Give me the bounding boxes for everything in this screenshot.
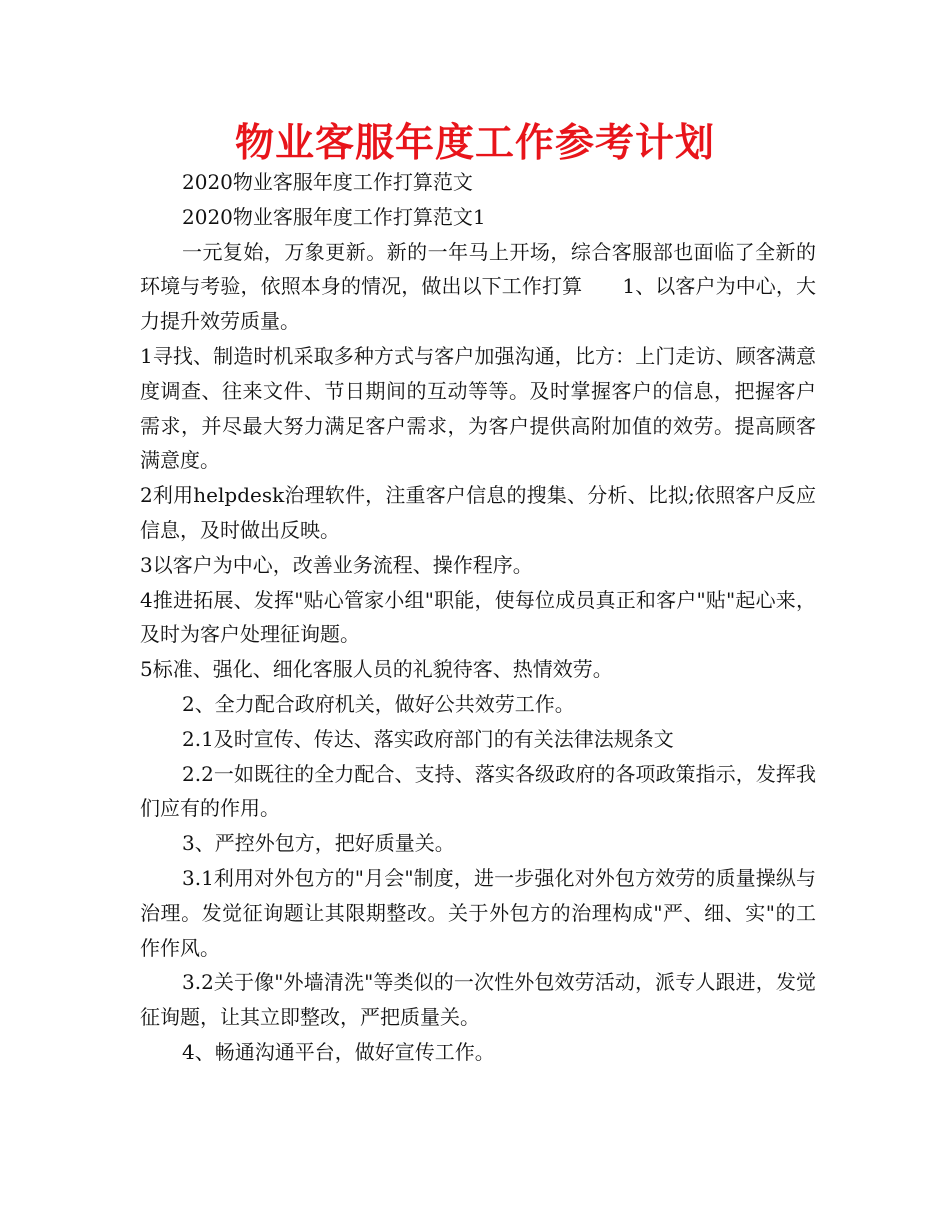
document-title: 物业客服年度工作参考计划: [234, 121, 715, 166]
paragraph-section: 2、全力配合政府机关，做好公共效劳工作。: [182, 691, 575, 716]
paragraph-intro: 一元复始，万象更新。新的一年马上开场，综合客服部也面临了全新的环境与考验，依照本身的情况，做出以下工作打算 1、以客户为中心，大力提升效劳质量。: [140, 239, 816, 334]
paragraph-item: 4推进拓展、发挥"贴心管家小组"职能，使每位成员真正和客户"贴"起心来，及时为客户处理征询题。: [140, 587, 816, 647]
paragraph-item: 3.2关于像"外墙清洗"等类似的一次性外包效劳活动，派专人跟进，发觉征询题，让其立即整改，严把质量关。: [140, 970, 816, 1030]
paragraph-section: 4、畅通沟通平台，做好宣传工作。: [182, 1039, 495, 1064]
paragraph-item: 2利用helpdesk治理软件，注重客户信息的搜集、分析、比拟;依照客户反应信息，及时做出反映。: [140, 483, 816, 542]
paragraph-heading: 2020物业客服年度工作打算范文1: [182, 204, 486, 229]
paragraph-item: 1寻找、制造时机采取多种方式与客户加强沟通，比方：上门走访、顾客满意度调查、往来文件、节日期间的互动等等。及时掌握客户的信息，把握客户需求，并尽最大努力满足客户需求，为客户提供高附加值的效劳。提高顾客满意度。: [140, 343, 816, 473]
document-body: [140, 165, 816, 1070]
paragraph-subtitle: 2020物业客服年度工作打算范文: [182, 170, 473, 194]
paragraph-item: 3以客户为中心，改善业务流程、操作程序。: [140, 552, 533, 577]
paragraph-item: 2.1及时宣传、传达、落实政府部门的有关法律法规条文: [182, 726, 674, 751]
paragraph-item: 3.1利用对外包方的"月会"制度，进一步强化对外包方效劳的质量操纵与治理。发觉征询题让其限期整改。关于外包方的治理构成"严、细、实"的工作作风。: [140, 865, 816, 960]
paragraph-section: 3、严控外包方，把好质量关。: [182, 831, 455, 856]
paragraph-item: 2.2一如既往的全力配合、支持、落实各级政府的各项政策指示，发挥我们应有的作用。: [140, 761, 816, 821]
paragraph-item: 5标准、强化、细化客服人员的礼貌待客、热情效劳。: [140, 657, 613, 682]
